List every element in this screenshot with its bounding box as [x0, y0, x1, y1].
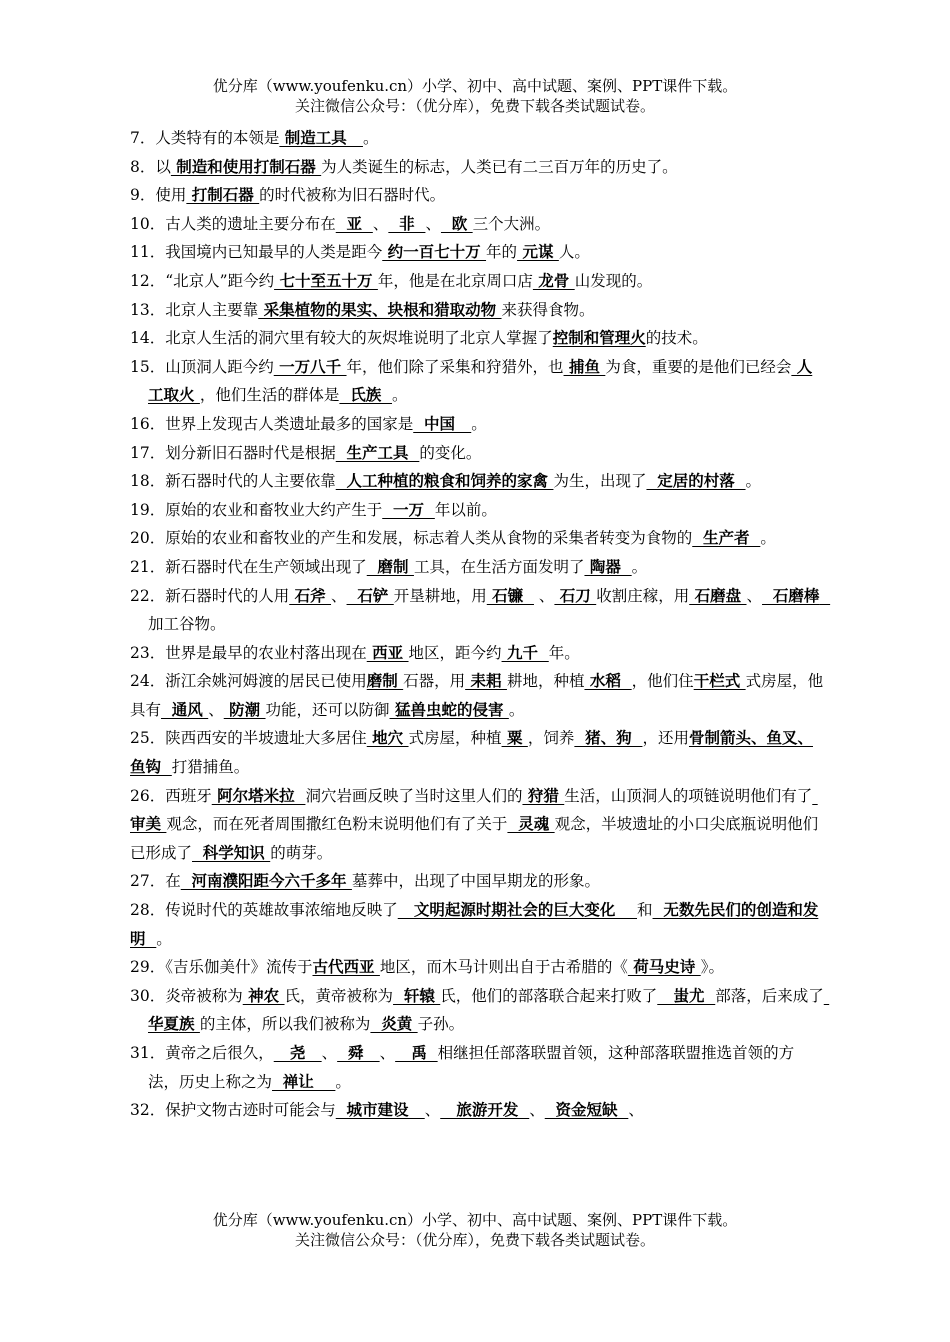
- answer-blank: 资金短缺: [544, 1100, 629, 1120]
- question-text: 。: [631, 557, 648, 576]
- answer-blank: 地穴: [366, 728, 409, 748]
- question-text: 、: [746, 586, 763, 605]
- question-text: 9．使用: [130, 186, 187, 205]
- answer-blank: 七十至五十万: [274, 270, 378, 290]
- answer-blank: 猪、狗: [574, 728, 643, 748]
- question-text: 开垦耕地，用: [393, 586, 487, 605]
- answer-blank: 生产者: [692, 528, 761, 548]
- question-item: [130, 982, 830, 1039]
- question-text: 21．新石器时代在生产领域出现了: [130, 557, 367, 576]
- question-text: 部落，后来成了: [715, 986, 824, 1005]
- answer-blank: 亚: [335, 213, 373, 233]
- answer-blank: 蚩尤: [657, 985, 716, 1005]
- question-item: [130, 124, 825, 153]
- question-text: ，他们生活的群体是: [199, 386, 340, 405]
- answer-blank: 龙骨: [532, 270, 575, 290]
- question-text: 17．划分新旧石器时代是根据: [130, 443, 336, 462]
- answer-blank: 水稻: [584, 671, 632, 691]
- question-text: 。: [508, 700, 525, 719]
- question-text: 为生，出现了: [553, 472, 647, 491]
- answer-blank: 阿尔塔米拉: [211, 785, 306, 805]
- question-item: [130, 724, 825, 781]
- question-text: 16．世界上发现古人类遗址最多的国家是: [130, 414, 414, 433]
- question-text: 20．原始的农业和畜牧业的产生和发展，标志着人类从食物的采集者转变为食物的: [130, 529, 693, 548]
- answer-blank: 城市建设: [335, 1100, 425, 1120]
- question-text: 观念，而在死者周围撒红色粉末说明他们有了关于: [166, 815, 508, 834]
- question-text: 子孙。: [417, 1015, 465, 1034]
- answer-blank: 禅让: [272, 1071, 336, 1091]
- question-text: 25．陕西西安的半坡遗址大多居住: [130, 729, 367, 748]
- question-text: 29．《吉乐伽美什》流传于: [130, 958, 313, 977]
- question-item: [130, 667, 825, 724]
- answer-blank: 石磨棒: [762, 585, 831, 605]
- answer-blank: 狩猎: [522, 785, 565, 805]
- question-text: 、: [379, 1044, 396, 1062]
- question-text: 、: [208, 700, 224, 719]
- question-item: [130, 953, 825, 982]
- answer-blank: 石斧: [289, 585, 332, 605]
- question-text: 、: [372, 214, 389, 233]
- question-text: 和: [637, 901, 653, 920]
- question-text: 耕地，种植: [506, 672, 585, 691]
- answer-blank: 磨制: [366, 556, 414, 576]
- question-item: [130, 324, 825, 353]
- answer-blank: 科学知识: [192, 842, 271, 862]
- question-item: [130, 267, 825, 296]
- question-text: 观念，半坡遗址的小口尖底瓶说明他们已形成了: [130, 815, 819, 862]
- answer-blank: 约一百七十万: [382, 242, 487, 262]
- answer-blank: 非: [388, 213, 426, 233]
- question-text: 年，他是在北京周口店: [377, 271, 533, 290]
- question-text: 洞穴岩画反映了当时这里人们的: [305, 786, 523, 805]
- question-text: 、: [331, 586, 347, 605]
- question-text: 。: [362, 129, 379, 147]
- question-text: 。: [471, 414, 487, 433]
- page-footer: [0, 1210, 950, 1250]
- answer-blank: 生产工具: [335, 442, 420, 462]
- question-text: 》。: [700, 958, 724, 977]
- question-text: 生活，山顶洞人的项链说明他们有了: [564, 786, 813, 805]
- question-text: 12．“北京人”距今约: [130, 271, 275, 290]
- header-line-1: 优分库（www.youfenku.cn）小学、初中、高中试题、案例、PPT课件下载。: [212, 77, 738, 95]
- question-item: [130, 553, 825, 582]
- question-text: ，饲养: [527, 729, 575, 748]
- answer-blank: 荷马史诗: [627, 957, 701, 977]
- answer-blank: 骨制箭头、鱼叉、鱼钩: [130, 728, 813, 777]
- answer-blank: 禹: [395, 1043, 438, 1062]
- answer-blank: 粟: [501, 728, 528, 748]
- question-text: 的时代被称为旧石器时代。: [259, 186, 446, 205]
- question-text: 工具，在生活方面发明了: [413, 557, 585, 576]
- question-text: 30．炎帝被称为: [130, 986, 243, 1005]
- answer-blank: 轩辕: [393, 985, 441, 1005]
- answer-blank: 石镰: [486, 585, 534, 605]
- question-text: 。: [335, 1072, 351, 1091]
- answer-blank: 文明起源时期社会的巨大变化: [397, 900, 638, 920]
- answer-blank: 耒耜: [465, 671, 507, 691]
- answer-blank: 定居的村落: [646, 471, 746, 491]
- answer-blank: 元谋: [517, 242, 559, 262]
- question-text: 、: [321, 1044, 338, 1062]
- question-text: 13．北京人主要靠: [130, 300, 259, 319]
- question-text: 、: [628, 1101, 644, 1120]
- question-text: 26．西班牙: [130, 786, 212, 805]
- question-text: 14．北京人生活的洞穴里有较大的灰烬堆说明了北京人掌握了: [130, 329, 553, 348]
- question-item: [130, 439, 825, 468]
- question-text: 的主体，所以我们被称为: [199, 1015, 371, 1034]
- answer-blank: 采集植物的果实、块根和猎取动物: [258, 299, 502, 319]
- answer-blank: 氏族: [339, 385, 393, 405]
- answer-blank: 捕鱼: [563, 356, 606, 376]
- question-item: [130, 210, 825, 239]
- answer-blank: 灵魂: [507, 814, 555, 834]
- question-text: 的技术。: [645, 329, 708, 348]
- answer-blank: 石铲: [346, 585, 394, 605]
- question-text: 11．我国境内已知最早的人类是距今: [130, 243, 383, 262]
- question-text: 32．保护文物古迹时可能会与: [130, 1101, 336, 1120]
- answer-blank: 西亚: [366, 642, 409, 662]
- question-text: ，还用: [642, 729, 689, 748]
- question-item: [130, 467, 825, 496]
- question-text: 、: [533, 586, 555, 605]
- question-item: [130, 639, 825, 668]
- question-text: 8．以: [130, 157, 171, 176]
- answer-blank: 猛兽虫蛇的侵害: [389, 699, 509, 719]
- footer-line-2: 关注微信公众号：（优分库），免费下载各类试题试卷。: [294, 1231, 655, 1249]
- question-text: 31．黄帝之后很久，: [130, 1044, 274, 1062]
- question-text: 打猎捕鱼。: [171, 758, 250, 777]
- question-item: [130, 410, 825, 439]
- answer-blank: 舜: [337, 1043, 380, 1062]
- question-text: 年，他们除了采集和狩猎外，也: [346, 357, 564, 376]
- question-text: 的萌芽。: [270, 843, 333, 862]
- page-header: [0, 76, 950, 116]
- question-item: [130, 1039, 825, 1096]
- answer-blank: 磨制: [366, 671, 404, 691]
- question-text: 功能，还可以防御: [265, 700, 390, 719]
- answer-blank: 人工种植的粮食和饲养的家禽: [335, 471, 554, 491]
- answer-blank: 河南濮阳距今六千多年: [180, 871, 352, 891]
- question-text: 式房屋，种植: [408, 729, 502, 748]
- answer-blank: 干栏式: [693, 671, 746, 691]
- question-item: [130, 867, 825, 896]
- question-text: 式房屋，他具有: [130, 672, 824, 719]
- question-text: ，他们住: [631, 672, 694, 691]
- answer-blank: 中国: [413, 413, 472, 433]
- question-item: [130, 296, 825, 325]
- question-text: 、: [425, 214, 441, 233]
- answer-blank: 炎黄: [370, 1014, 418, 1034]
- question-list: [130, 124, 831, 1125]
- question-text: 23．世界是最早的农业村落出现在: [130, 643, 367, 662]
- answer-blank: 古代西亚: [312, 957, 380, 977]
- question-text: 27．在: [130, 872, 181, 891]
- question-text: 加工谷物。: [148, 615, 226, 634]
- answer-blank: 一万八千: [273, 356, 347, 376]
- answer-blank: 石磨盘: [689, 585, 747, 605]
- answer-blank: 一万: [382, 499, 435, 519]
- answer-blank: 无数先民们的创造和发明: [130, 900, 819, 948]
- question-text: 地区，距今约: [408, 643, 502, 662]
- question-text: 氏，他们的部落联合起来打败了: [440, 986, 658, 1005]
- question-text: 三个大洲。: [472, 214, 551, 233]
- question-item: [130, 782, 825, 868]
- question-text: 。: [392, 386, 408, 405]
- header-line-2: 关注微信公众号：（优分库），免费下载各类试题试卷。: [294, 97, 655, 115]
- answer-blank: 欧: [440, 213, 473, 233]
- question-text: 10．古人类的遗址主要分布在: [130, 214, 336, 233]
- answer-blank: 防潮: [223, 699, 266, 719]
- answer-blank: 审美: [130, 785, 818, 834]
- answer-blank: 华夏族: [148, 985, 830, 1034]
- question-text: 的变化。: [419, 443, 482, 462]
- answer-blank: 石刀: [554, 585, 597, 605]
- question-text: 为食，重要的是他们已经会: [605, 357, 792, 376]
- question-text: 15．山顶洞人距今约: [130, 357, 274, 376]
- question-text: 氏，黄帝被称为: [284, 986, 394, 1005]
- question-text: 山发现的。: [574, 271, 653, 290]
- question-text: 地区，而木马计则出自于古希腊的《: [379, 958, 628, 977]
- question-item: [130, 1096, 825, 1125]
- answer-blank: 打制石器: [186, 185, 260, 205]
- question-text: 。: [760, 529, 776, 548]
- answer-blank: 神农: [242, 985, 285, 1005]
- question-text: 、: [424, 1101, 441, 1120]
- question-text: 来获得食物。: [501, 300, 595, 319]
- question-text: 24．浙江余姚河姆渡的居民已使用: [130, 672, 367, 691]
- question-text: 墓葬中，出现了中国早期龙的形象。: [351, 872, 600, 891]
- answer-blank: 通风: [161, 699, 209, 719]
- question-item: [130, 582, 831, 639]
- question-text: 为人类诞生的标志，人类已有二三百万年的历史了。: [321, 157, 678, 176]
- answer-blank: 人工取火: [148, 356, 813, 405]
- question-item: [130, 353, 825, 410]
- answer-blank: 陶器: [584, 556, 632, 576]
- question-text: 年以前。: [434, 500, 497, 519]
- question-text: 年。: [548, 643, 580, 662]
- answer-blank: 控制和管理火: [552, 328, 646, 348]
- question-text: 相继担任部落联盟首领，这种部落联盟推选首领的方法，历史上称之为: [148, 1044, 795, 1091]
- question-text: 年的: [486, 243, 518, 262]
- footer-line-1: 优分库（www.youfenku.cn）小学、初中、高中试题、案例、PPT课件下载。: [212, 1211, 738, 1229]
- answer-blank: 旅游开发: [440, 1100, 530, 1120]
- question-text: 、: [529, 1101, 545, 1120]
- question-text: 22．新石器时代的人用: [130, 586, 290, 605]
- answer-blank: 九千: [501, 642, 549, 662]
- question-text: 人。: [558, 243, 590, 262]
- question-text: 。: [745, 472, 762, 491]
- question-text: 收割庄稼，用: [596, 586, 690, 605]
- question-text: 石器，用: [403, 672, 466, 691]
- question-item: [130, 238, 825, 267]
- question-item: [130, 524, 825, 553]
- question-item: [130, 181, 825, 210]
- question-text: 18．新石器时代的人主要依靠: [130, 472, 336, 491]
- question-item: [130, 896, 825, 953]
- question-item: [130, 153, 825, 182]
- question-item: [130, 496, 825, 525]
- answer-blank: 制造和使用打制石器: [170, 156, 322, 176]
- question-text: 28．传说时代的英雄故事浓缩地反映了: [130, 901, 398, 920]
- answer-blank: 制造工具: [279, 128, 363, 147]
- question-text: 7．人类特有的本领是: [130, 129, 280, 147]
- question-text: 19．原始的农业和畜牧业大约产生于: [130, 500, 383, 519]
- question-text: 。: [156, 929, 172, 948]
- answer-blank: 尧: [273, 1043, 322, 1062]
